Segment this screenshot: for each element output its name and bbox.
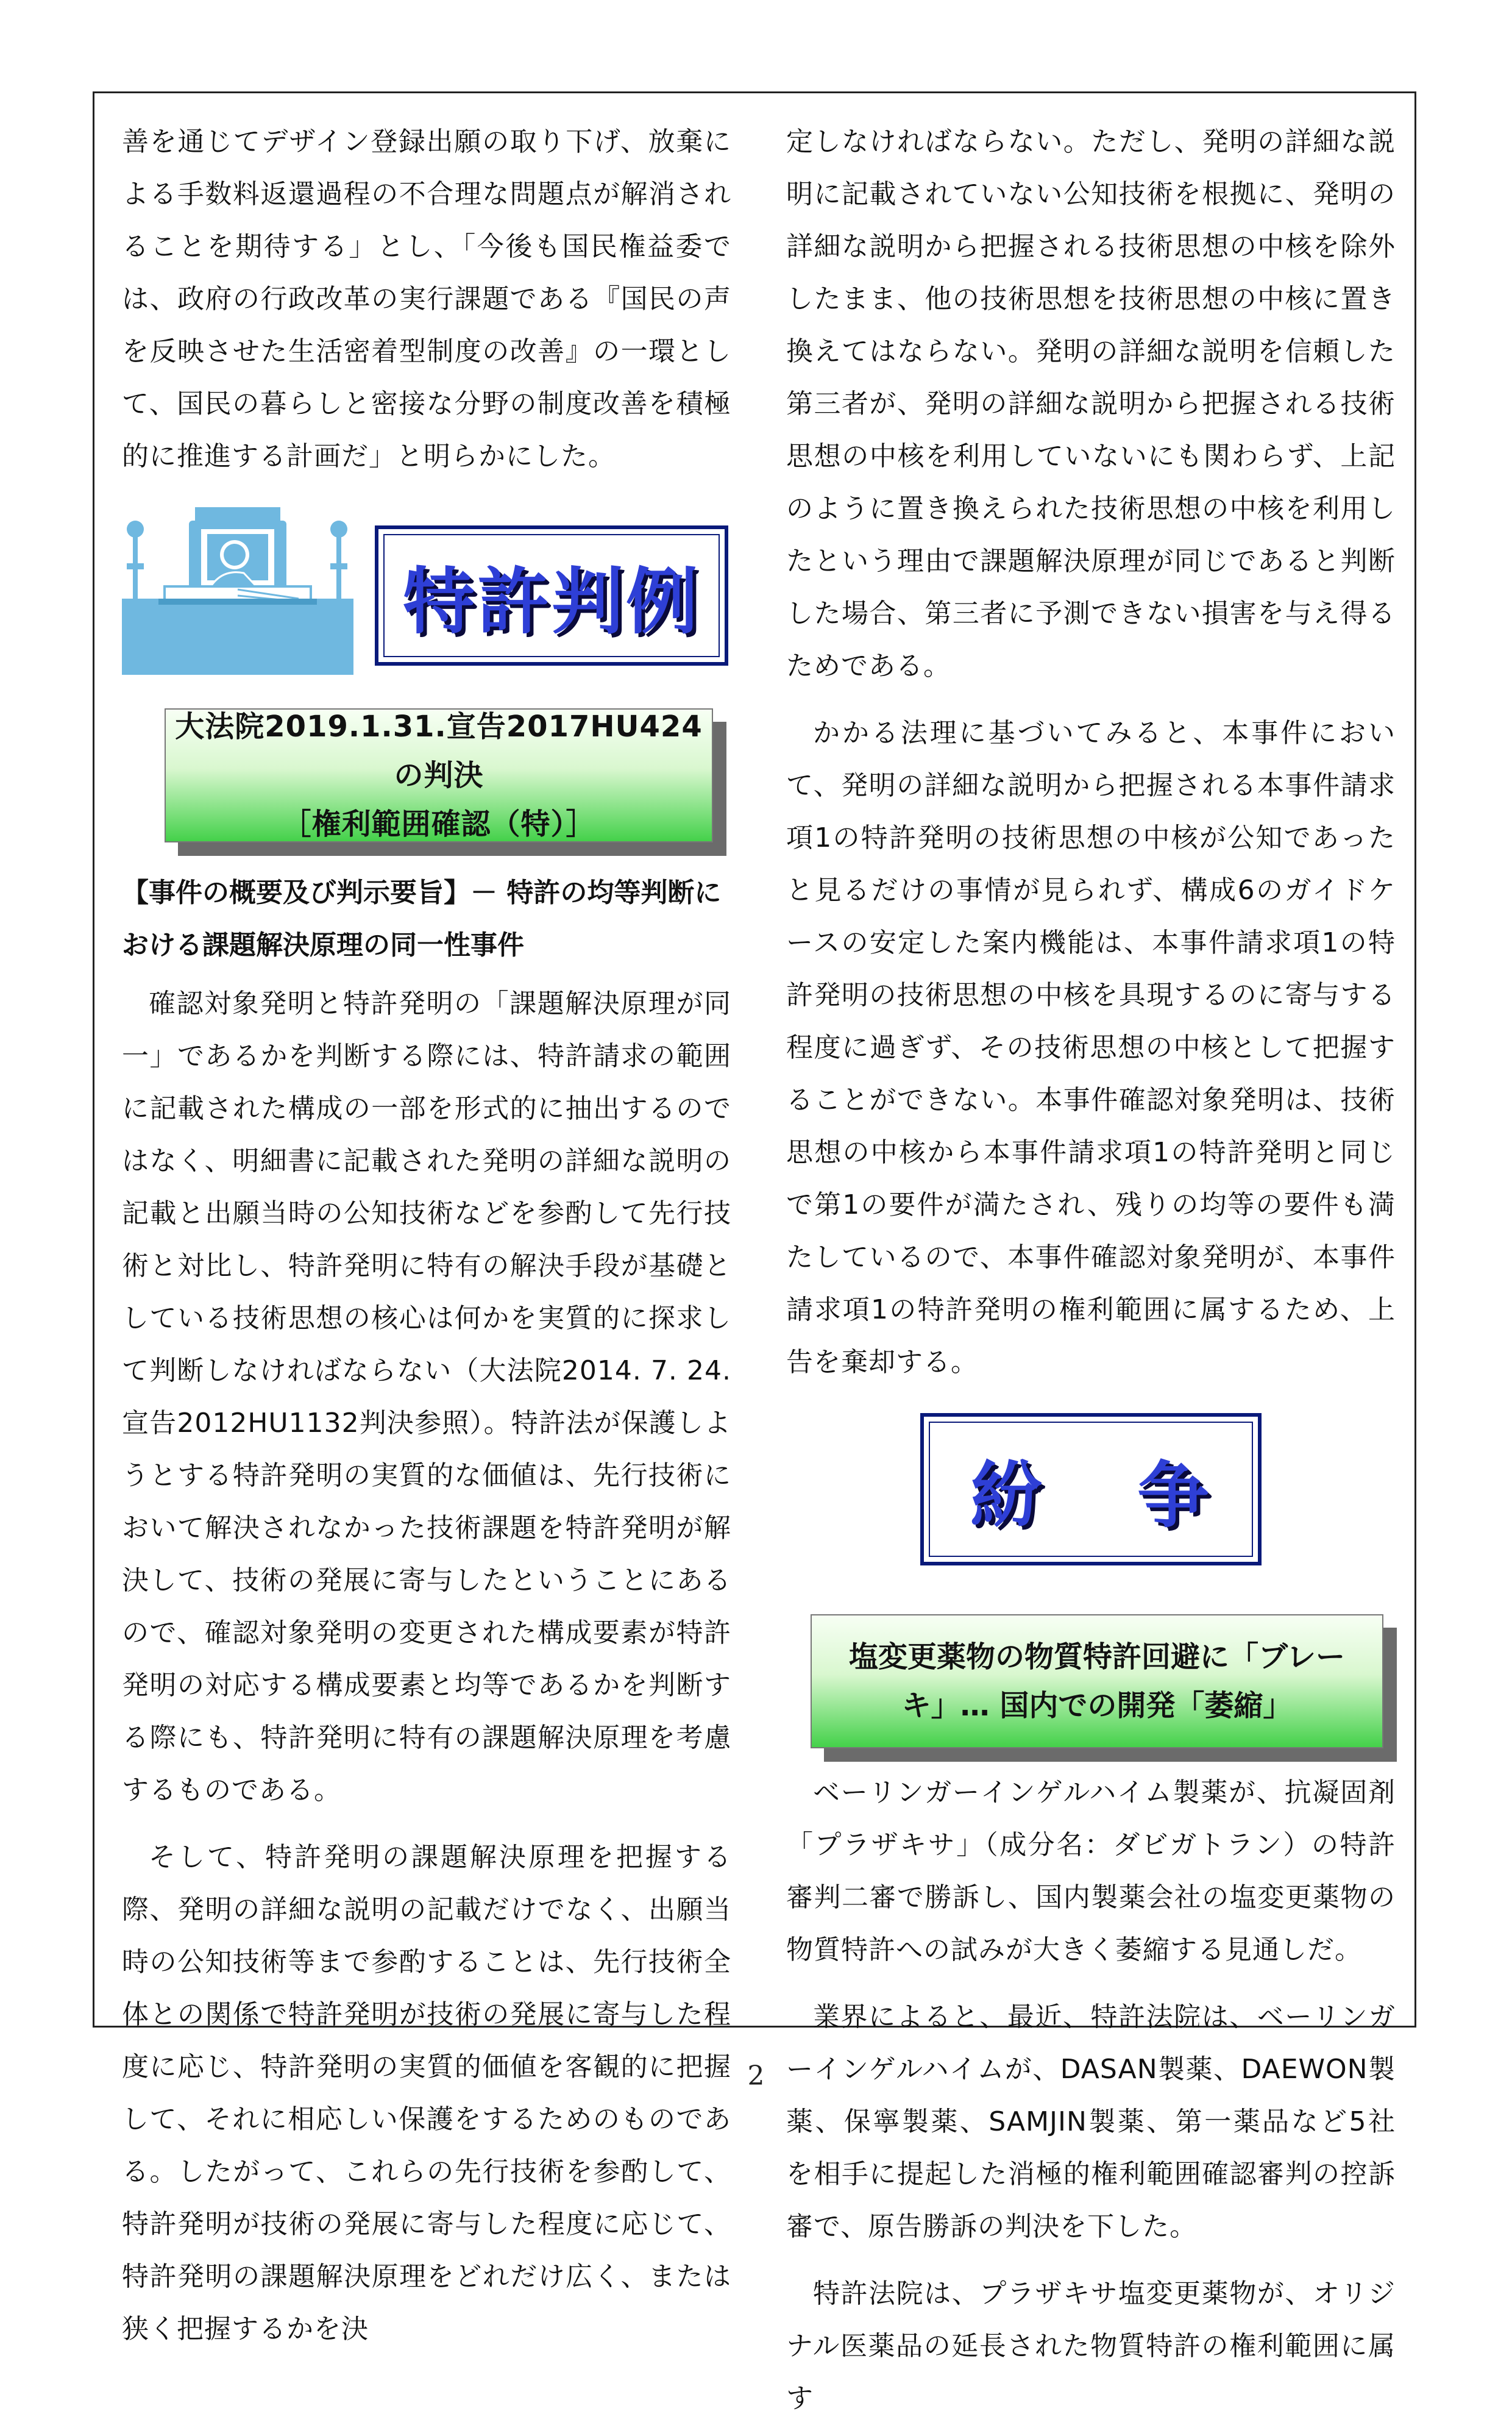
case-paragraph-1: 確認対象発明と特許発明の「課題解決原理が同一」であるかを判断する際には、特許請求の範囲に記載された構成の一部を形式的に抽出するのではなく、明細書に記載された発明の詳細な説明の記載と出願当時の公知技術などを参酌して先行技術と対比し、特許発明に特有の解決手段が基礎としている技術思想の核心は何かを実質的に探求して判断しなければならない（大法院2014. 7. 24.宣告2012HU1132判決参照）。特許法が保護しようとする特許発明の実質的な価値は、先行技術において解決されなかった技術課題を特許発明が解決して、技術の発展に寄与したということにあるので、確認対象発明の変更された構成要素が特許発明の対応する構成要素と均等であるかを判断する際にも、特許発明に特有の課題解決原理を考慮するものである。 bbox=[122, 988, 731, 1806]
left-column bbox=[122, 116, 731, 2356]
news-paragraph-3: 特許法院は、プラザキサ塩変更薬物が、オリジナル医薬品の延長された物質特許の権利範囲に属す bbox=[786, 2278, 1396, 2414]
patent-case-header bbox=[122, 507, 731, 690]
case-paragraph-2: そして、特許発明の課題解決原理を把握する際、発明の詳細な説明の記載だけでなく、出願当時の公知技術等まで参酌することは、先行技術全体との関係で特許発明が技術の発展に寄与した程度に応じ、特許発明の実質的価値を客観的に把握して、それに相応しい保護をするためのものである。したがって、これらの先行技術を参酌して、特許発明が技術の発展に寄与した程度に応じて、特許発明の課題解決原理をどれだけ広く、または狭く把握するかを決 bbox=[122, 1842, 731, 2345]
continued-paragraph: 定しなければならない。ただし、発明の詳細な説明に記載されていない公知技術を根拠に、発明の詳細な説明から把握される技術思想の中核を除外したまま、他の技術思想を技術思想の中核に置き換えてはならない。発明の詳細な説明を信頼した第三者が、発明の詳細な説明から把握される技術思想の中核を利用していないにも関わらず、上記のように置き換えられた技術思想の中核を利用したという理由で課題解決原理が同じであると判断した場合、第三者に予測できない損害を与え得るためである。 bbox=[786, 126, 1396, 682]
courtroom-icon bbox=[122, 507, 353, 675]
case-title-line1: 大法院2019.1.31.宣告2017HU424の判決 bbox=[175, 710, 703, 792]
section-title: 特許判例 bbox=[402, 560, 700, 644]
case-title-box bbox=[165, 708, 713, 842]
news-paragraph-1: ベーリンガーインゲルハイム製薬が、抗凝固剤「プラザキサ」（成分名：ダビガトラン）の特許審判二審で勝訴し、国内製薬会社の塩変更薬物の物質特許への試みが大きく萎縮する見通しだ。 bbox=[786, 1777, 1396, 1965]
news-title-line2: キ」… 国内での開発「萎縮」 bbox=[901, 1689, 1293, 1723]
page-number: 2 bbox=[747, 2060, 765, 2092]
news-paragraph-2: 業界によると、最近、特許法院は、ベーリンガーインゲルハイムが、DASAN製薬、DAEWON製薬、保寧製薬、SAMJIN製薬、第一薬品など5社を相手に提起した消極的権利範囲確認審判の控訴審で、原告勝訴の判決を下した。 bbox=[786, 2001, 1396, 2242]
news-title-box bbox=[811, 1614, 1383, 1748]
section-title-box bbox=[375, 525, 728, 666]
case-title-line2: ［権利範囲確認（特）］ bbox=[282, 807, 596, 841]
dispute-header bbox=[786, 1413, 1396, 1578]
dispute-title-box bbox=[920, 1413, 1262, 1565]
news-title-line1: 塩変更薬物の物質特許回避に「ブレー bbox=[848, 1640, 1346, 1674]
conclusion-paragraph: かかる法理に基づいてみると、本事件において、発明の詳細な説明から把握される本事件請求項1の特許発明の技術思想の中核が公知であったと見るだけの事情が見られず、構成6のガイドケースの安定した案内機能は、本事件請求項1の特許発明の技術思想の中核を具現するのに寄与する程度に過ぎず、その技術思想の中核として把握することができない。本事件確認対象発明は、技術思想の中核から本事件請求項1の特許発明と同じで第1の要件が満たされ、残りの均等の要件も満たしているので、本事件確認対象発明が、本事件請求項1の特許発明の権利範囲に属するため、上告を棄却する。 bbox=[786, 718, 1396, 1378]
intro-paragraph: 善を通じてデザイン登録出願の取り下げ、放棄による手数料返還過程の不合理な問題点が解消されることを期待する」とし、「今後も国民権益委では、政府の行政改革の実行課題である『国民の声を反映させた生活密着型制度の改善』の一環として、国民の暮らしと密接な分野の制度改善を積極的に推進する計画だ」と明らかにした。 bbox=[122, 126, 731, 472]
dispute-title-char-2: 争 bbox=[1137, 1453, 1212, 1537]
case-heading: 【事件の概要及び判示要旨】－ 特許の均等判断における課題解決原理の同一性事件 bbox=[122, 877, 722, 961]
dispute-title-char-1: 紛 bbox=[970, 1453, 1045, 1537]
